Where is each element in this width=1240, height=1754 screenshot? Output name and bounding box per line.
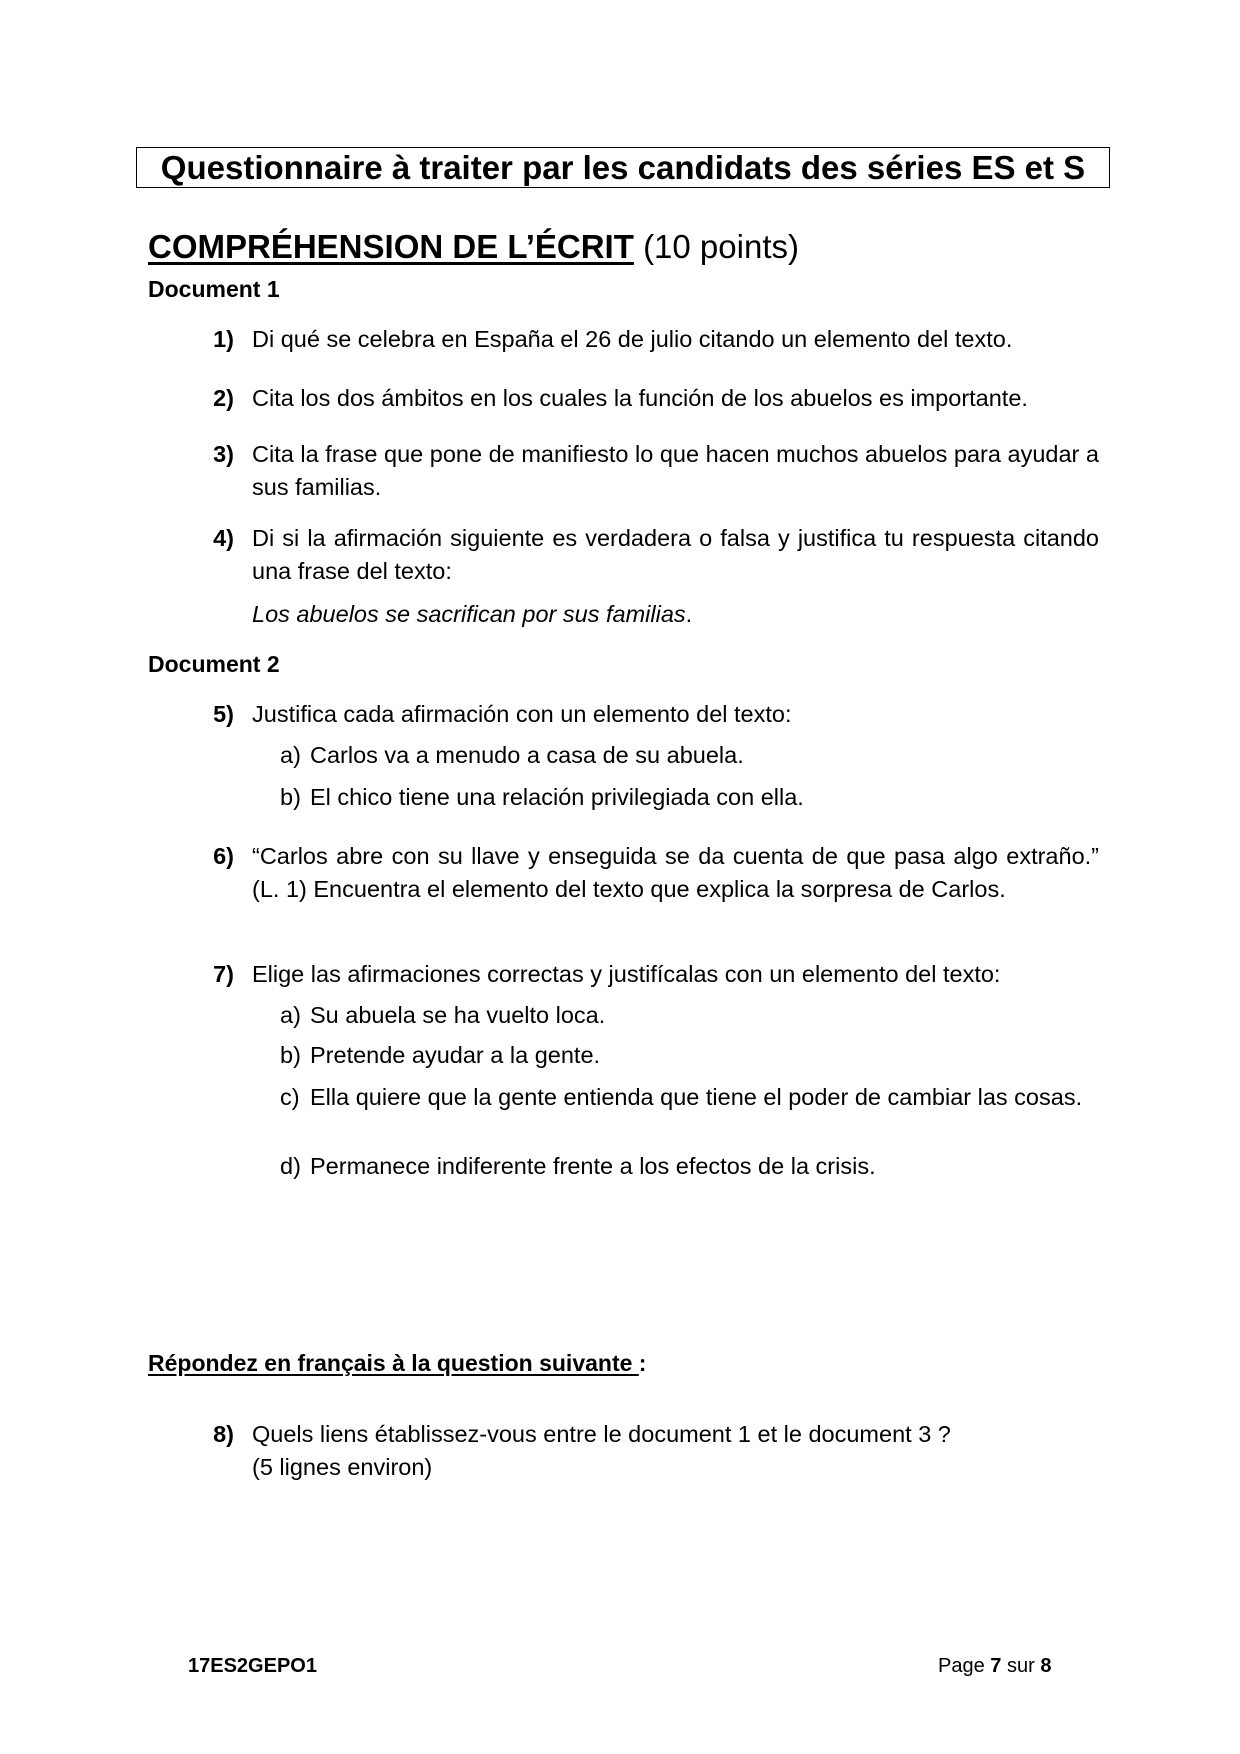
section-heading [148, 228, 799, 266]
statement-text: Los abuelos se sacrifican por sus familias [252, 601, 686, 627]
section-points: (10 points) [643, 228, 799, 265]
question-length-hint: (5 lignes environ) [252, 1454, 433, 1480]
question-number: 6) [213, 843, 234, 869]
option-text: Su abuela se ha vuelto loca. [310, 1002, 606, 1028]
question-5-option-a [280, 739, 1100, 772]
question-text: Cita los dos ámbitos en los cuales la función de los abuelos es importante. [252, 385, 1028, 411]
option-letter: a) [280, 1002, 301, 1028]
french-heading-text: Répondez en français à la question suivante [148, 1350, 639, 1376]
question-6 [204, 840, 1099, 906]
document-1-label: Document 1 [148, 276, 280, 302]
option-text: Pretende ayudar a la gente. [310, 1042, 601, 1068]
question-1 [204, 323, 1099, 356]
question-2 [204, 382, 1099, 415]
option-letter: b) [280, 784, 301, 810]
french-question-heading [148, 1350, 646, 1377]
question-text: Di si la afirmación siguiente es verdadera o falsa y justifica tu respuesta citando una frase del texto: [252, 525, 1099, 584]
questionnaire-title-box [136, 147, 1110, 188]
statement [252, 598, 1099, 631]
question-text: Justifica cada afirmación con un elemento del texto: [252, 701, 792, 727]
question-number: 5) [213, 701, 234, 727]
question-text: Di qué se celebra en España el 26 de julio citando un elemento del texto. [252, 326, 1013, 352]
statement-period: . [685, 601, 693, 627]
option-letter: a) [280, 742, 301, 768]
option-letter: b) [280, 1042, 301, 1068]
question-7-option-b [280, 1039, 1100, 1072]
question-text: Elige las afirmaciones correctas y justifícalas con un elemento del texto: [252, 961, 1001, 987]
option-text: Permanece indiferente frente a los efectos de la crisis. [310, 1153, 876, 1179]
question-7-option-c [280, 1081, 1100, 1114]
page-sur: sur [1006, 1655, 1035, 1677]
question-text: Cita la frase que pone de manifiesto lo que hacen muchos abuelos para ayudar a sus familias. [252, 441, 1099, 500]
section-title: COMPRÉHENSION DE L’ÉCRIT [148, 228, 634, 265]
question-7-option-a [280, 999, 1100, 1032]
option-letter: c) [280, 1084, 300, 1110]
question-number: 4) [213, 525, 234, 551]
question-text: “Carlos abre con su llave y enseguida se da cuenta de que pasa algo extraño.” (L. 1) Encuentra el elemento del texto que explica la sorpresa de Carlos. [252, 843, 1099, 902]
question-number: 2) [213, 385, 234, 411]
question-text: Quels liens établissez-vous entre le document 1 et le document 3 ? [252, 1421, 951, 1447]
page-indicator [938, 1655, 1051, 1678]
questionnaire-title: Questionnaire à traiter par les candidats des séries ES et S [160, 148, 1086, 186]
option-text: El chico tiene una relación privilegiada con ella. [310, 784, 804, 810]
page-word: Page [938, 1655, 985, 1677]
question-number: 3) [213, 441, 234, 467]
question-number: 1) [213, 326, 234, 352]
question-4 [204, 522, 1099, 631]
page-total: 8 [1040, 1655, 1052, 1677]
page-number: 7 [990, 1655, 1002, 1677]
option-text: Ella quiere que la gente entienda que tiene el poder de cambiar las cosas. [310, 1084, 1083, 1110]
french-heading-colon: : [638, 1350, 647, 1376]
question-number: 8) [213, 1421, 234, 1447]
exam-code: 17ES2GEPO1 [188, 1655, 317, 1677]
question-3 [204, 438, 1099, 504]
document-2-label: Document 2 [148, 651, 280, 677]
question-5 [204, 698, 1099, 731]
question-5-option-b [280, 781, 1100, 814]
question-7-option-d [280, 1150, 1100, 1183]
option-letter: d) [280, 1153, 301, 1179]
question-7 [204, 958, 1099, 991]
question-number: 7) [213, 961, 234, 987]
question-8 [204, 1418, 1099, 1484]
option-text: Carlos va a menudo a casa de su abuela. [310, 742, 744, 768]
